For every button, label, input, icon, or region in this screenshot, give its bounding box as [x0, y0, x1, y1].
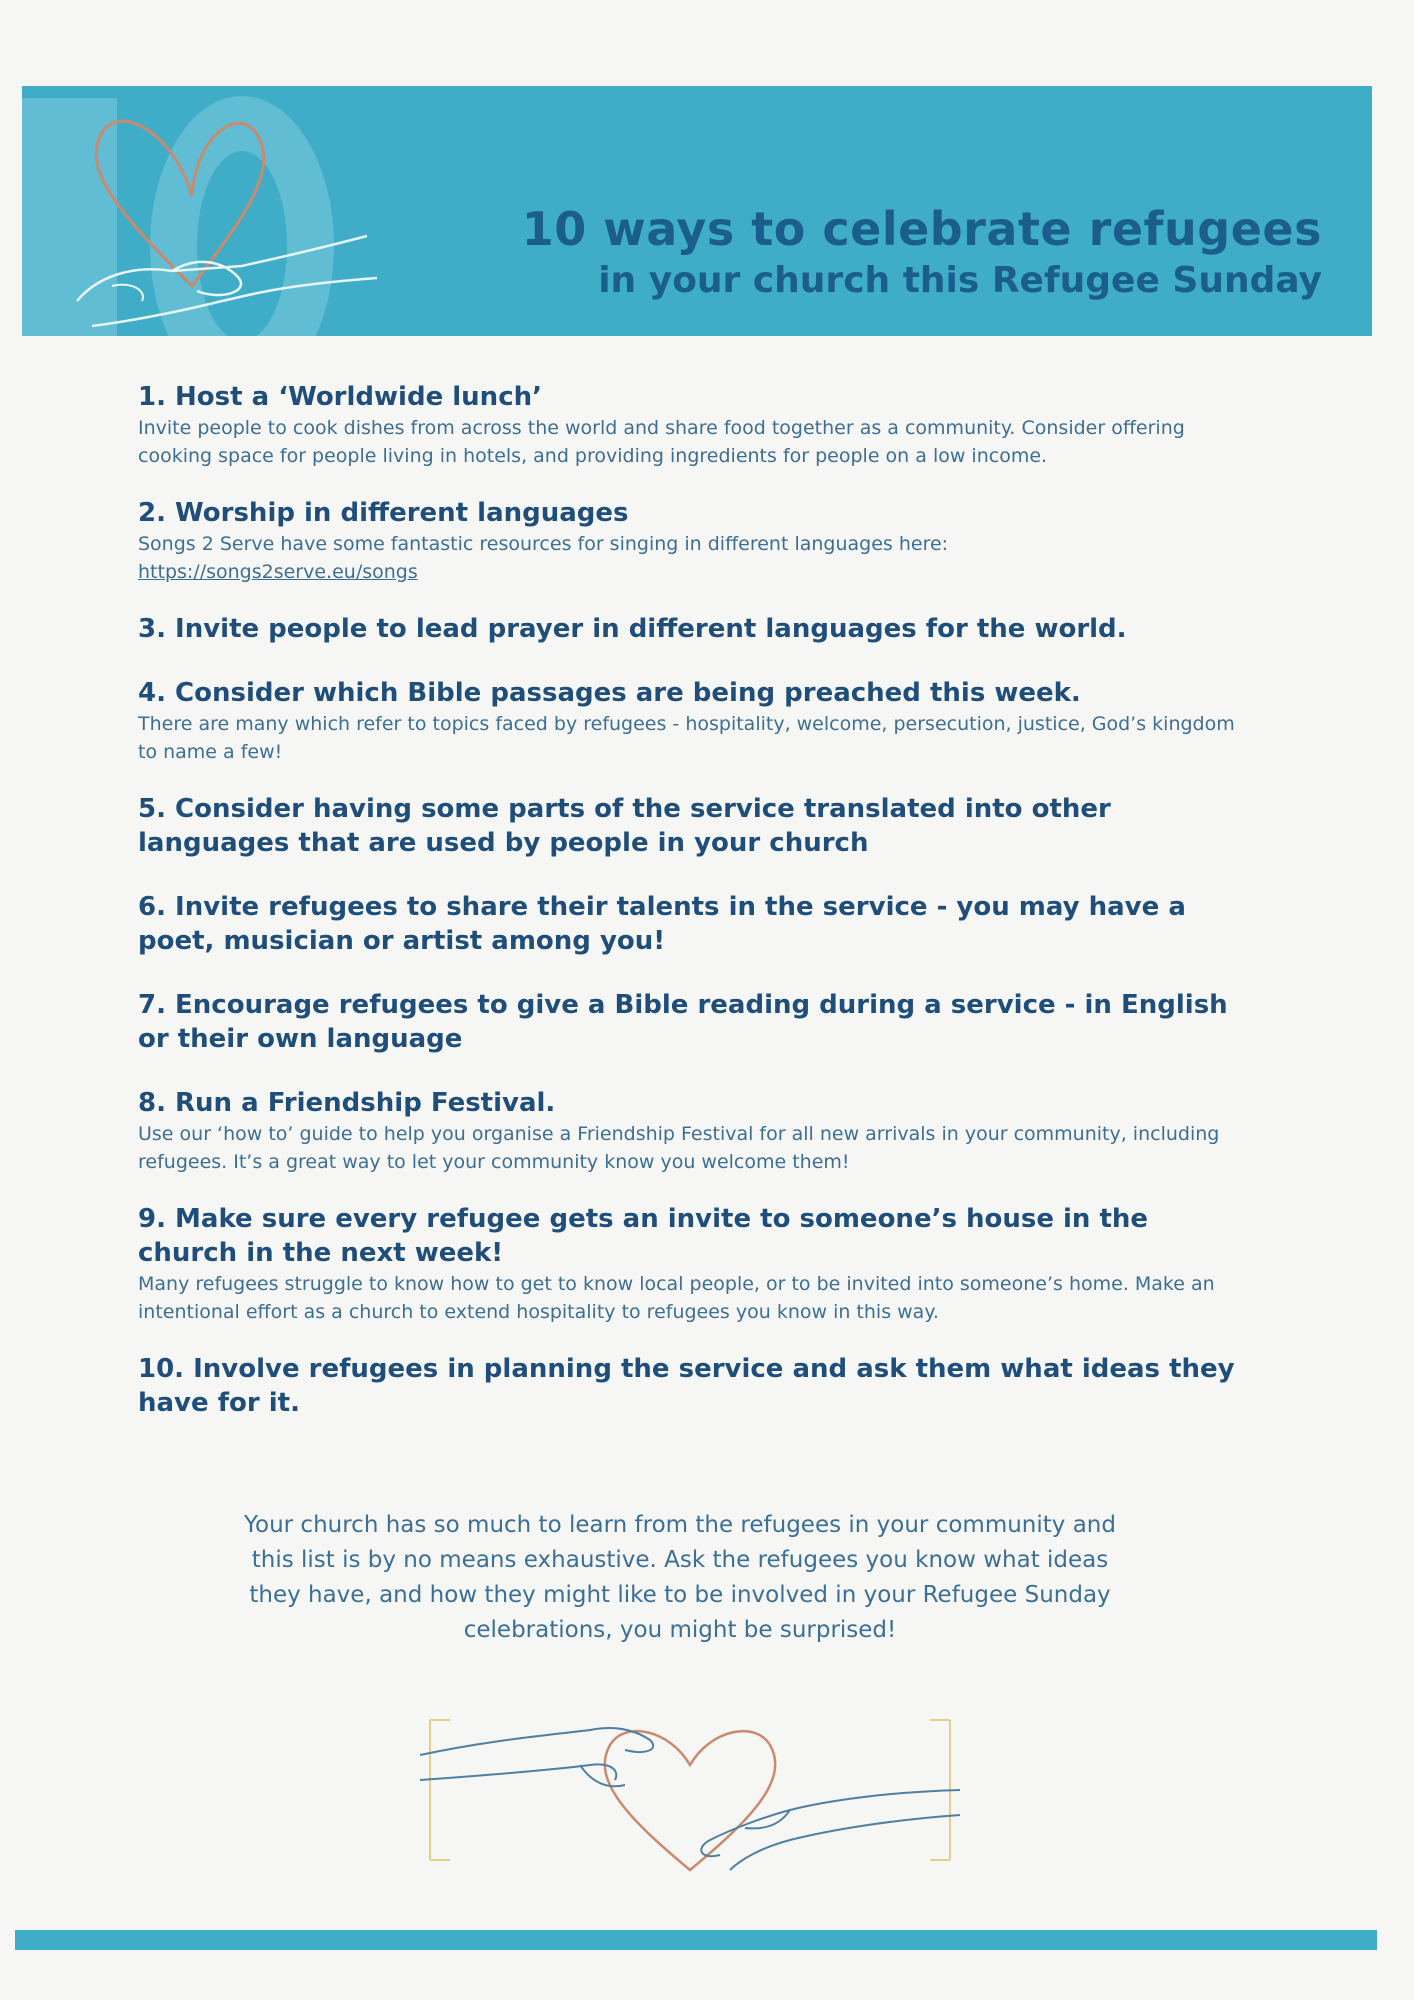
page-title: 10 ways to celebrate refugees	[521, 202, 1322, 256]
list-item	[138, 988, 1248, 1056]
list-item	[138, 676, 1248, 766]
item-title: 5. Consider having some parts of the service translated into other languages that are used by people in your church	[138, 794, 1111, 858]
item-body: Songs 2 Serve have some fantastic resources for singing in different languages here:	[138, 533, 949, 555]
item-title: 9. Make sure every refugee gets an invite to someone’s house in the church in the next week!	[138, 1204, 1149, 1268]
closing-paragraph: Your church has so much to learn from the refugees in your community and this list is by no means exhaustive. Ask the refugees you know what ideas they have, and how they might like to be involved in your Refugee Sunday celebrations, you might be surprised!	[244, 1512, 1116, 1643]
item-title: 6. Invite refugees to share their talents in the service - you may have a poet, musician or artist among you!	[138, 892, 1186, 956]
list-item	[138, 1202, 1248, 1326]
item-title: 8. Run a Friendship Festival.	[138, 1088, 556, 1118]
item-title: 7. Encourage refugees to give a Bible reading during a service - in English or their own language	[138, 990, 1228, 1054]
item-body: There are many which refer to topics faced by refugees - hospitality, welcome, persecution, justice, God’s kingdom to name a few!	[138, 713, 1235, 763]
list-item	[138, 890, 1248, 958]
item-title: 3. Invite people to lead prayer in different languages for the world.	[138, 614, 1127, 644]
item-title: 1. Host a ‘Worldwide lunch’	[138, 382, 542, 412]
list-item	[138, 1352, 1248, 1420]
list-item	[138, 1086, 1248, 1176]
list-item	[138, 612, 1248, 646]
header-banner	[22, 86, 1372, 336]
list-item	[138, 792, 1248, 860]
big-ten-hand-heart-icon	[22, 86, 382, 336]
item-title: 4. Consider which Bible passages are being preached this week.	[138, 678, 1081, 708]
item-body: Invite people to cook dishes from across the world and share food together as a community. Consider offering cooking space for people living in hotels, and providing ingredients for people on a low income.	[138, 417, 1185, 467]
list-item	[138, 496, 1248, 586]
footer-bar	[15, 1930, 1377, 1950]
page-subtitle: in your church this Refugee Sunday	[598, 260, 1322, 301]
item-body: Many refugees struggle to know how to get to know local people, or to be invited into someone’s home. Make an intentional effort as a church to extend hospitality to refugees you know in this way.	[138, 1273, 1215, 1323]
item-body: Use our ‘how to’ guide to help you organise a Friendship Festival for all new arrivals in your community, including refugees. It’s a great way to let your community know you welcome them!	[138, 1123, 1220, 1173]
item-title: 2. Worship in different languages	[138, 498, 629, 528]
songs-link[interactable]: https://songs2serve.eu/songs	[138, 561, 418, 583]
item-title: 10. Involve refugees in planning the service and ask them what ideas they have for it.	[138, 1354, 1235, 1418]
list-item	[138, 380, 1248, 470]
ideas-list	[138, 380, 1248, 1420]
hands-heart-icon	[410, 1700, 970, 1880]
